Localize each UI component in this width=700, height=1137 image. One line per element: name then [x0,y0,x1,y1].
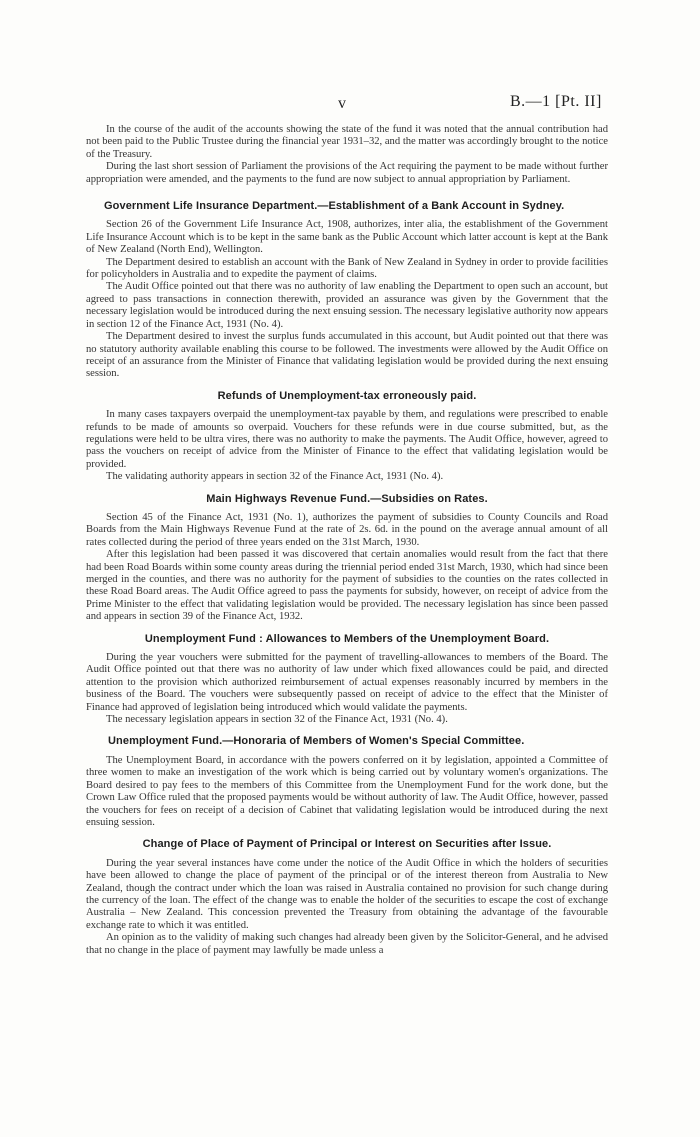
body-text [86,124,608,957]
paragraph: During the year several instances have come under the notice of the Audit Office in which the holders of securities have been allowed to change the place of payment of the principal or of the interest thereon from Australia to New Zealand, though the contract under which the loan was raised in Australia contained no provision for such change during the currency of the loan. The effect of the change was to enable the holder of the securities to escape the cost of exchange Australia – New Zealand. This concession prevented the Treasury from obtaining the advantage of the favourable exchange rate to which it was entitled. [86,857,608,931]
section-heading: Main Highways Revenue Fund.—Subsidies on Rates. [206,492,488,505]
paragraph: The Unemployment Board, in accordance with the powers conferred on it by legislation, appointed a Committee of three women to make an investigation of the work which is being carried out by voluntary women's organizations. The Board desired to pay fees to the members of this Committee from the Unemployment Fund for the work done, but the Crown Law Office ruled that the proposed payments would be without authority of law. The Audit Office, however, passed the vouchers for fees on receipt of a decision of Cabinet that validating legislation would be introduced during the next ensuing session. [86,754,608,828]
paragraph: The validating authority appears in section 32 of the Finance Act, 1931 (No. 4). [106,471,444,483]
paragraph: The Department desired to invest the surplus funds accumulated in this account, but Audit pointed out that there was no statutory authority available enabling this course to be followed. The investments were allowed by the Audit Office on receipt of an assurance from the Minister of Finance that validating legislation would be provided during the next ensuing session. [86,331,608,380]
paragraph: During the last short session of Parliament the provisions of the Act requiring the payment to be made without further appropriation were amended, and the payments to the fund are now subject to annual appropriation by Parliament. [86,161,608,185]
paragraph: The necessary legislation appears in section 32 of the Finance Act, 1931 (No. 4). [106,714,448,726]
section-heading: Unemployment Fund.—Honoraria of Members of Women's Special Committee. [108,735,525,748]
paragraph: Section 26 of the Government Life Insurance Act, 1908, authorizes, inter alia, the establishment of the Government Life Insurance Account which is to be kept in the same bank as the Public Account which latter account is kept at the Bank of New Zealand (North End), Wellington. [86,219,608,256]
paragraph: During the year vouchers were submitted for the payment of travelling-allowances to members of the Board. The Audit Office pointed out that there was no authority of law under which fixed allowances could be paid, and directed attention to the provision which authorized reimbursement of actual expenses reasonably incurred by members in the business of the Board. The vouchers were subsequently passed on receipt of advice to the effect that the Minister of Finance had approved of legislation being introduced which would validate the payments. [86,652,608,713]
section-heading: Refunds of Unemployment-tax erroneously paid. [217,389,477,402]
paragraph: An opinion as to the validity of making such changes had already been given by the Solicitor-General, and he advised that no change in the place of payment may lawfully be made unless a [86,932,608,956]
paragraph: In the course of the audit of the accounts showing the state of the fund it was noted that the annual contribution had not been paid to the Public Trustee during the financial year 1931–32, and the matter was accordingly brought to the notice of the Treasury. [86,124,608,160]
section-heading: Unemployment Fund : Allowances to Members of the Unemployment Board. [144,632,550,645]
section-heading: Government Life Insurance Department.—Establishment of a Bank Account in Sydney. [104,200,565,213]
paragraph: The Department desired to establish an account with the Bank of New Zealand in Sydney in order to provide facilities for policyholders in Australia and to expedite the payment of claims. [86,256,608,281]
paragraph: The Audit Office pointed out that there was no authority of law enabling the Department to open such an account, but agreed to pass transactions in connection therewith, provided an assurance was given by the Government that the necessary legislation would be introduced during the next ensuing session. The necessary legislative authority now appears in section 12 of the Finance Act, 1931 (No. 4). [86,281,608,330]
paragraph: In many cases taxpayers overpaid the unemployment-tax payable by them, and regulations were prescribed to enable refunds to be made of amounts so overpaid. Vouchers for these refunds were in due course submitted, but, as the regulations were held to be ultra vires, there was no authority to make the payments. The Audit Office, however, agreed to pass the vouchers on receipt of advice from the Minister of Finance to the effect that validating legislation would be provided. [86,409,608,470]
paragraph: After this legislation had been passed it was discovered that certain anomalies would result from the fact that there had been Road Boards within some county areas during the triennial period ended 31st March, 1930, which had since been merged in the counties, and there was no authority for the payment of subsidies to the counties on the rates collected in these Road Board areas. The Audit Office agreed to pass the payments for subsidy, however, on receipt of advice from the Prime Minister to the effect that validating legislation would be provided. The necessary legislation has since been passed and appears in section 39 of the Finance Act, 1932. [86,549,608,623]
paragraph: Section 45 of the Finance Act, 1931 (No. 1), authorizes the payment of subsidies to County Councils and Road Boards from the Main Highways Revenue Fund at the rate of 2s. 6d. in the pound on the average annual amount of all rates collected during the period of three years ended on the 31st March, 1930. [86,511,608,548]
page-number: v [338,95,346,112]
section-heading: Change of Place of Payment of Principal or Interest on Securities after Issue. [142,838,552,851]
document-reference: B.—1 [Pt. II] [510,93,602,110]
